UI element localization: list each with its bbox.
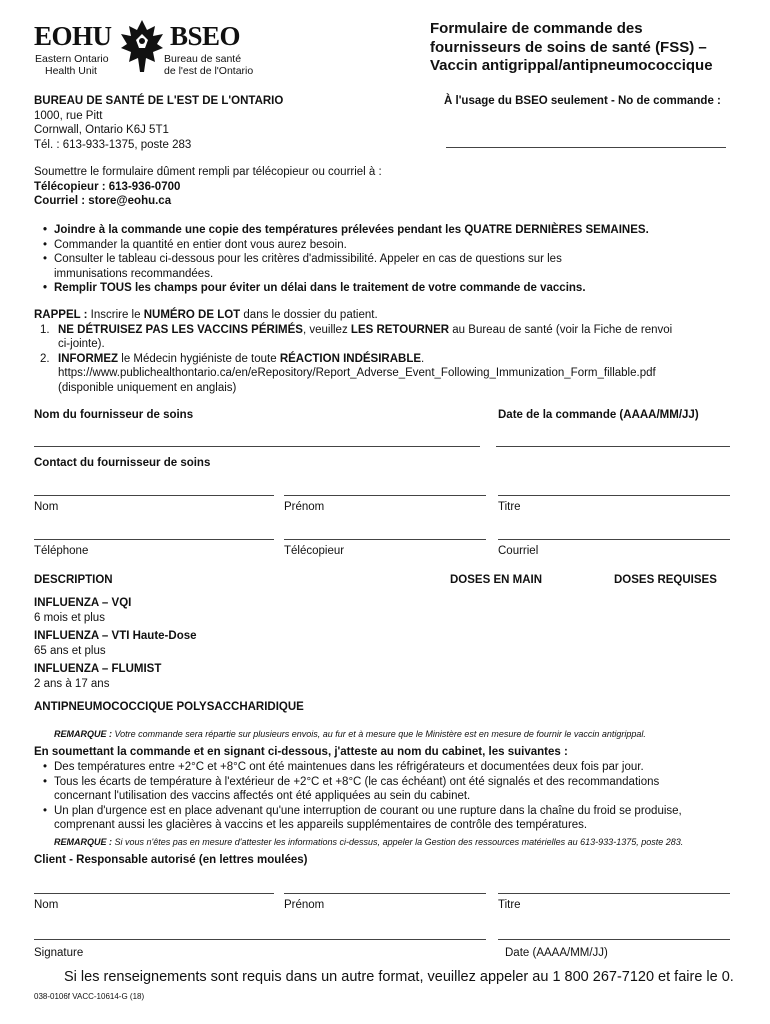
submit-intro: Soumettre le formulaire dûment rempli par télécopieur ou courriel à : bbox=[34, 166, 382, 178]
attest-item: • Tous les écarts de température à l'extérieur de +2°C et +8°C (le cas échéant) ont été signalés et des recommandations bbox=[34, 775, 744, 790]
instruction-item-cont bbox=[34, 267, 744, 282]
instructions-list bbox=[34, 223, 744, 296]
rappel-item-1 bbox=[34, 323, 744, 352]
attest-item-cont: comprenant aussi les glacières à vaccins et les appareils supplémentaires de contrôle des températures. bbox=[54, 819, 588, 831]
logo-sub-line: de l'est de l'Ontario bbox=[164, 65, 254, 77]
courriel-label: Courriel bbox=[498, 545, 539, 557]
logo-eohu-text: EOHU bbox=[34, 21, 112, 51]
contact-nom-field[interactable] bbox=[34, 495, 274, 496]
form-code: 038-0106f VACC-10614-G (18) bbox=[34, 992, 145, 1001]
logo-sub-line: Bureau de santé bbox=[164, 53, 242, 65]
vaccine-age: 2 ans à 17 ans bbox=[34, 677, 110, 690]
courriel-field[interactable] bbox=[498, 539, 730, 540]
signature-label: Signature bbox=[34, 947, 84, 959]
client-titre-field[interactable] bbox=[498, 893, 730, 894]
instruction-item: • Commander la quantité en entier dont vous aurez besoin. bbox=[34, 238, 744, 253]
client-prenom-field[interactable] bbox=[284, 893, 486, 894]
title-line: Vaccin antigrippal/antipneumococcique bbox=[430, 57, 713, 74]
table-row bbox=[34, 596, 131, 625]
client-heading: Client - Responsable autorisé (en lettres moulées) bbox=[34, 854, 308, 866]
rappel-line bbox=[34, 308, 744, 323]
instruction-item: • Joindre à la commande une copie des températures prélevées pendant les QUATRE DERNIÈRES SEMAINES. bbox=[34, 223, 744, 238]
instruction-cont-text: immunisations recommandées. bbox=[54, 267, 214, 280]
logo-subtitle-fr bbox=[164, 53, 253, 77]
instruction-item: • Consulter le tableau ci-dessous pour les critères d'admissibilité. Appeler en cas de questions sur les bbox=[34, 252, 744, 267]
remarque-text: Votre commande sera répartie sur plusieurs envois, au fur et à mesure que le Ministère est en mesure de fournir le vaccin antigrippal. bbox=[112, 729, 646, 739]
remarque-delivery bbox=[54, 728, 744, 740]
address-city: Cornwall, Ontario K6J 5T1 bbox=[34, 124, 169, 136]
logo-sub-line: Eastern Ontario bbox=[35, 53, 109, 65]
logo-sub-line: Health Unit bbox=[45, 65, 97, 77]
signature-date-field[interactable] bbox=[498, 939, 730, 940]
vaccine-age: 6 mois et plus bbox=[34, 611, 105, 624]
contact-label: Contact du fournisseur de soins bbox=[34, 457, 211, 469]
order-number-field[interactable] bbox=[446, 147, 726, 148]
rappel-item-number: 2. bbox=[40, 352, 50, 365]
col-doses-en-main: DOSES EN MAIN bbox=[450, 574, 543, 586]
client-nom-field[interactable] bbox=[34, 893, 274, 894]
signature-field[interactable] bbox=[34, 939, 486, 940]
remarque-label: REMARQUE : bbox=[54, 837, 112, 847]
org-name: BUREAU DE SANTÉ DE L'EST DE L'ONTARIO bbox=[34, 95, 284, 107]
adverse-event-form-link[interactable]: https://www.publichealthontario.ca/en/eRepository/Report_Adverse_Event_Following_Immunization_Form_fillable.pdf bbox=[58, 367, 656, 379]
logo-subtitle-en bbox=[35, 53, 109, 77]
rappel-item-text: . bbox=[421, 352, 425, 365]
attest-item: • Un plan d'urgence est en place advenant qu'une interruption de courant ou une rupture dans la chaîne du froid se produise, bbox=[34, 804, 744, 819]
contact-titre-label: Titre bbox=[498, 501, 521, 513]
remarque-attest bbox=[54, 836, 744, 848]
provider-name-label: Nom du fournisseur de soins bbox=[34, 409, 194, 421]
form-title bbox=[430, 20, 750, 76]
submit-fax: Télécopieur : 613-936-0700 bbox=[34, 180, 181, 193]
table-row bbox=[34, 662, 161, 691]
vaccine-name: ANTIPNEUMOCOCCIQUE POLYSACCHARIDIQUE bbox=[34, 701, 304, 713]
remarque-text: Si vous n'êtes pas en mesure d'attester les informations ci-dessus, appeler la Gestion des ressources matérielles au 613-933-1375, poste 283. bbox=[112, 837, 684, 847]
instruction-item: • Remplir TOUS les champs pour éviter un délai dans le traitement de votre commande de vaccins. bbox=[34, 281, 744, 296]
rappel-item-bold: RÉACTION INDÉSIRABLE bbox=[279, 352, 422, 365]
attest-item: • Des températures entre +2°C et +8°C ont été maintenues dans les réfrigérateurs et documentées deux fois par jour. bbox=[34, 760, 744, 775]
title-line: fournisseurs de soins de santé (FSS) – bbox=[430, 38, 707, 56]
attest-heading: En soumettant la commande et en signant ci-dessous, j'atteste au nom du cabinet, les suivantes : bbox=[34, 746, 568, 758]
client-prenom-label: Prénom bbox=[284, 899, 325, 911]
table-row bbox=[34, 700, 304, 715]
contact-nom-label: Nom bbox=[34, 501, 59, 513]
client-nom-label: Nom bbox=[34, 899, 59, 911]
address-block bbox=[34, 94, 394, 152]
vaccine-name: INFLUENZA – FLUMIST bbox=[34, 663, 162, 675]
office-use-label: À l'usage du BSEO seulement - No de commande : bbox=[444, 95, 721, 107]
vaccine-name: INFLUENZA – VQI bbox=[34, 597, 132, 609]
signature-date-label: Date (AAAA/MM/JJ) bbox=[505, 947, 608, 959]
rappel-item-text: , veuillez bbox=[302, 323, 351, 336]
alt-format-notice: Si les renseignements sont requis dans un autre format, veuillez appeler au 1 800 267-7120 et faire le 0. bbox=[64, 969, 734, 985]
logo bbox=[34, 16, 254, 76]
rappel-label: RAPPEL : bbox=[34, 309, 88, 321]
address-phone: Tél. : 613-933-1375, poste 283 bbox=[34, 138, 192, 151]
remarque-label: REMARQUE : bbox=[54, 729, 112, 739]
contact-prenom-label: Prénom bbox=[284, 501, 325, 513]
rappel-item-text: ci-jointe). bbox=[58, 338, 105, 350]
telecopieur-label: Télécopieur bbox=[284, 545, 345, 557]
contact-prenom-field[interactable] bbox=[284, 495, 486, 496]
provider-name-field[interactable] bbox=[34, 446, 480, 447]
table-row bbox=[34, 629, 197, 658]
order-date-field[interactable] bbox=[496, 446, 730, 447]
order-date-label: Date de la commande (AAAA/MM/JJ) bbox=[498, 409, 699, 421]
col-description: DESCRIPTION bbox=[34, 574, 113, 586]
telephone-label: Téléphone bbox=[34, 545, 89, 557]
rappel-text: Inscrire le bbox=[87, 309, 144, 321]
col-doses-requises: DOSES REQUISES bbox=[614, 574, 717, 586]
rappel-item-bold: INFORMEZ bbox=[58, 352, 119, 365]
submit-block bbox=[34, 165, 534, 209]
submit-email: Courriel : store@eohu.ca bbox=[34, 195, 172, 207]
rappel-item-text: au Bureau de santé (voir la Fiche de renvoi bbox=[449, 323, 673, 336]
rappel-text: dans le dossier du patient. bbox=[240, 309, 378, 321]
rappel-block bbox=[34, 308, 744, 395]
logo-bseo-text: BSEO bbox=[170, 21, 241, 51]
vaccine-name: INFLUENZA – VTI Haute-Dose bbox=[34, 630, 197, 642]
title-line: Formulaire de commande des bbox=[430, 20, 643, 37]
vaccine-age: 65 ans et plus bbox=[34, 644, 106, 657]
client-titre-label: Titre bbox=[498, 899, 521, 911]
rappel-item-text: le Médecin hygiéniste de toute bbox=[118, 352, 280, 365]
rappel-item-bold: NE DÉTRUISEZ PAS LES VACCINS PÉRIMÉS bbox=[58, 323, 303, 336]
rappel-item-2 bbox=[34, 352, 744, 396]
attest-item-cont: concernant l'utilisation des vaccins affectés ont été appliquées au sein du cabinet. bbox=[54, 790, 471, 802]
maple-leaf-emblem-icon bbox=[119, 18, 165, 74]
rappel-item-bold: LES RETOURNER bbox=[350, 323, 450, 336]
rappel-item-number: 1. bbox=[40, 323, 50, 336]
telecopieur-field[interactable] bbox=[284, 539, 486, 540]
rappel-item-note: (disponible uniquement en anglais) bbox=[58, 381, 237, 394]
attest-list bbox=[34, 760, 744, 833]
rappel-list bbox=[34, 323, 744, 396]
address-street: 1000, rue Pitt bbox=[34, 109, 103, 122]
rappel-text-bold: NUMÉRO DE LOT bbox=[143, 309, 241, 321]
contact-titre-field[interactable] bbox=[498, 495, 730, 496]
telephone-field[interactable] bbox=[34, 539, 274, 540]
